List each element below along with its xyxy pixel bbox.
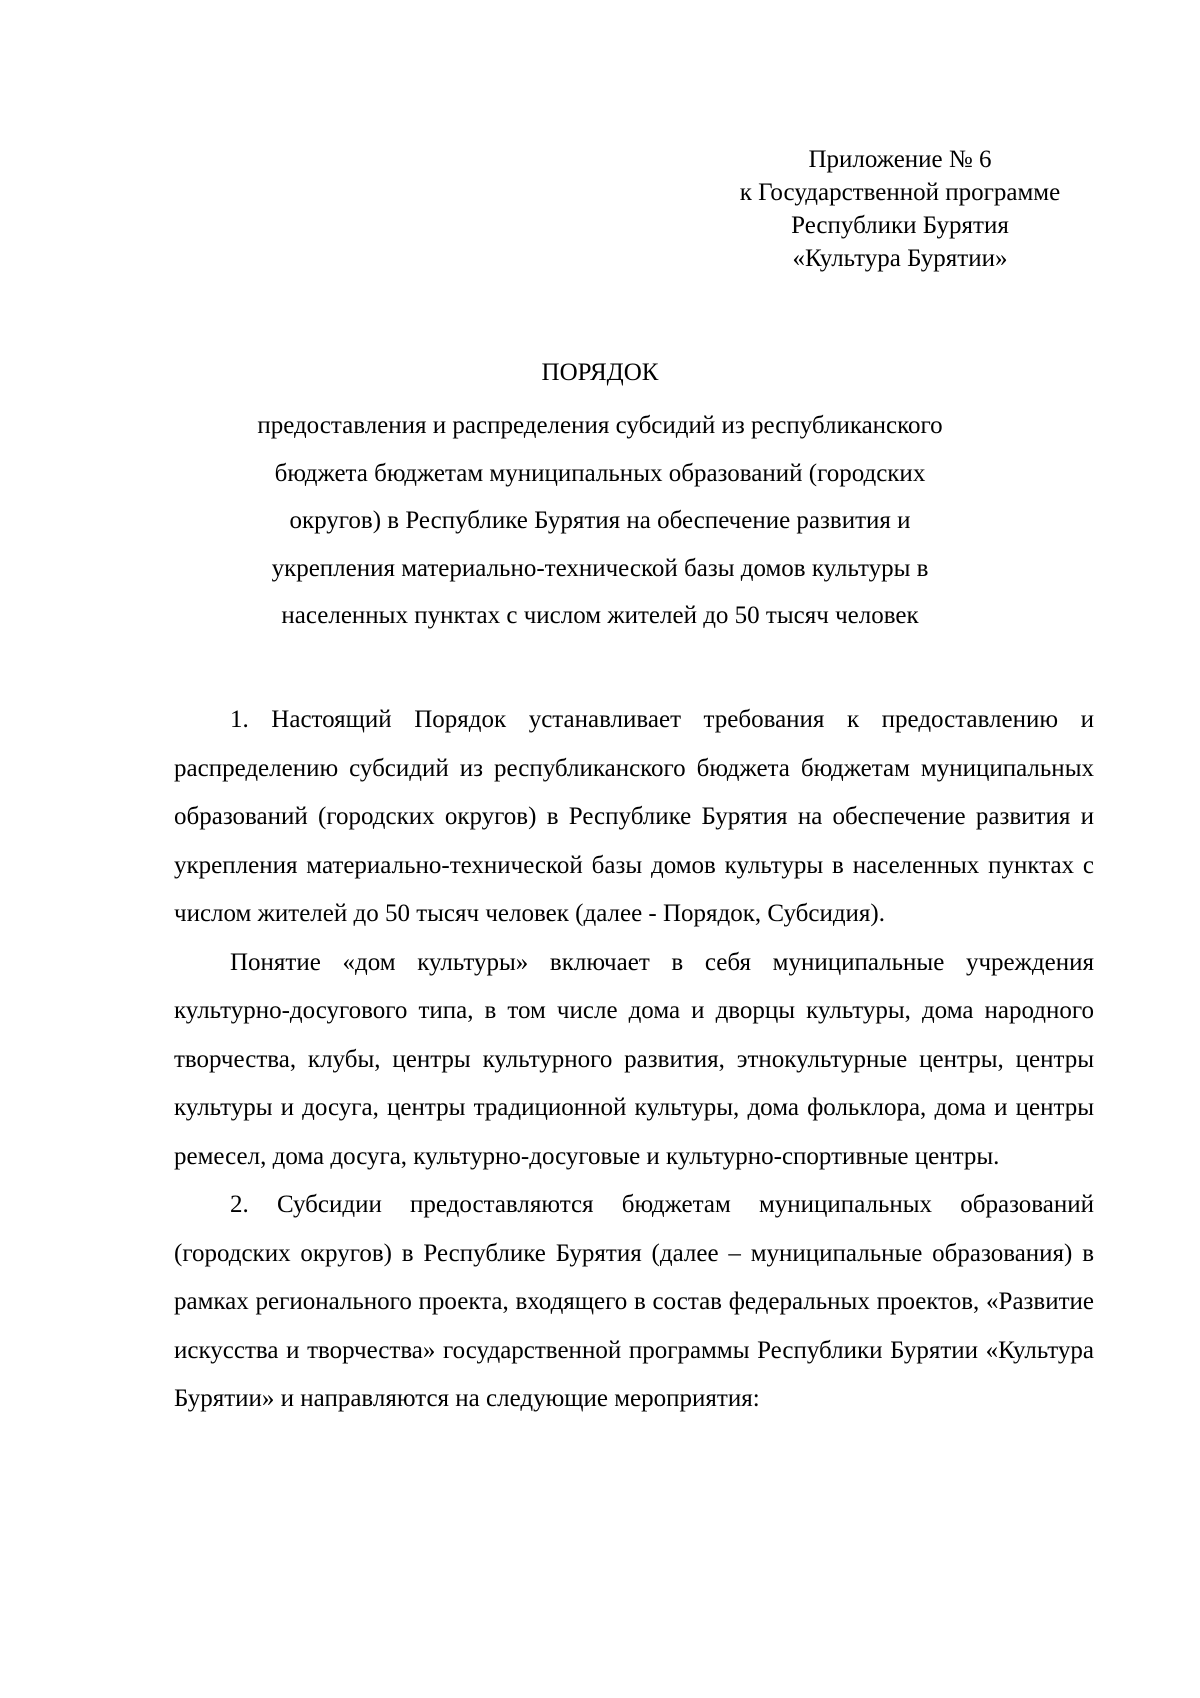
document-body — [174, 696, 1094, 1424]
appendix-line-number: Приложение № 6 — [808, 146, 992, 173]
document-subtitle — [200, 402, 1000, 640]
document-title: ПОРЯДОК — [541, 359, 659, 386]
subtitle-line-2: бюджета бюджетам муниципальных образований (городских — [274, 459, 926, 487]
subtitle-line-1: предоставления и распределения субсидий из республиканского — [257, 412, 943, 439]
appendix-line-program-name: «Культура Бурятии» — [792, 245, 1008, 272]
paragraph-2: Понятие «дом культуры» включает в себя муниципальные учреждения культурно-досугового типа, в том числе дома и дворцы культуры, дома народного творчества, клубы, центры культурного развития, этнокультурные центры, центры культуры и досуга, центры традиционной культуры, дома фольклора, дома и центры ремесел, дома досуга, культурно-досуговые и культурно-спортивные центры. — [174, 948, 1094, 1170]
appendix-line-program: к Государственной программе — [739, 179, 1061, 206]
subtitle-line-4: укрепления материально-технической базы домов культуры в — [271, 554, 929, 582]
paragraph-3: 2. Субсидии предоставляются бюджетам муниципальных образований (городских округов) в Республике Бурятия (далее – муниципальные образования) в рамках регионального проекта, входящего в состав федеральных проектов, «Развитие искусства и творчества» государственной программы Республики Бурятии «Культура Бурятии» и направляются на следующие мероприятия: — [174, 1191, 1094, 1412]
appendix-header — [690, 143, 1110, 275]
appendix-line-republic: Республики Бурятия — [791, 212, 1009, 239]
subtitle-line-3: округов) в Республике Бурятия на обеспечение развития и — [289, 507, 911, 534]
paragraph-1: 1. Настоящий Порядок устанавливает требования к предоставлению и распределению субсидий из республиканского бюджета бюджетам муниципальных образований (городских округов) в Республике Бурятия на обеспечение развития и укрепления материально-технической базы домов культуры в населенных пунктах с числом жителей до 50 тысяч человек (далее - Порядок, Субсидия). — [174, 706, 1094, 927]
subtitle-line-5: населенных пунктах с числом жителей до 50 тысяч человек — [281, 602, 919, 629]
